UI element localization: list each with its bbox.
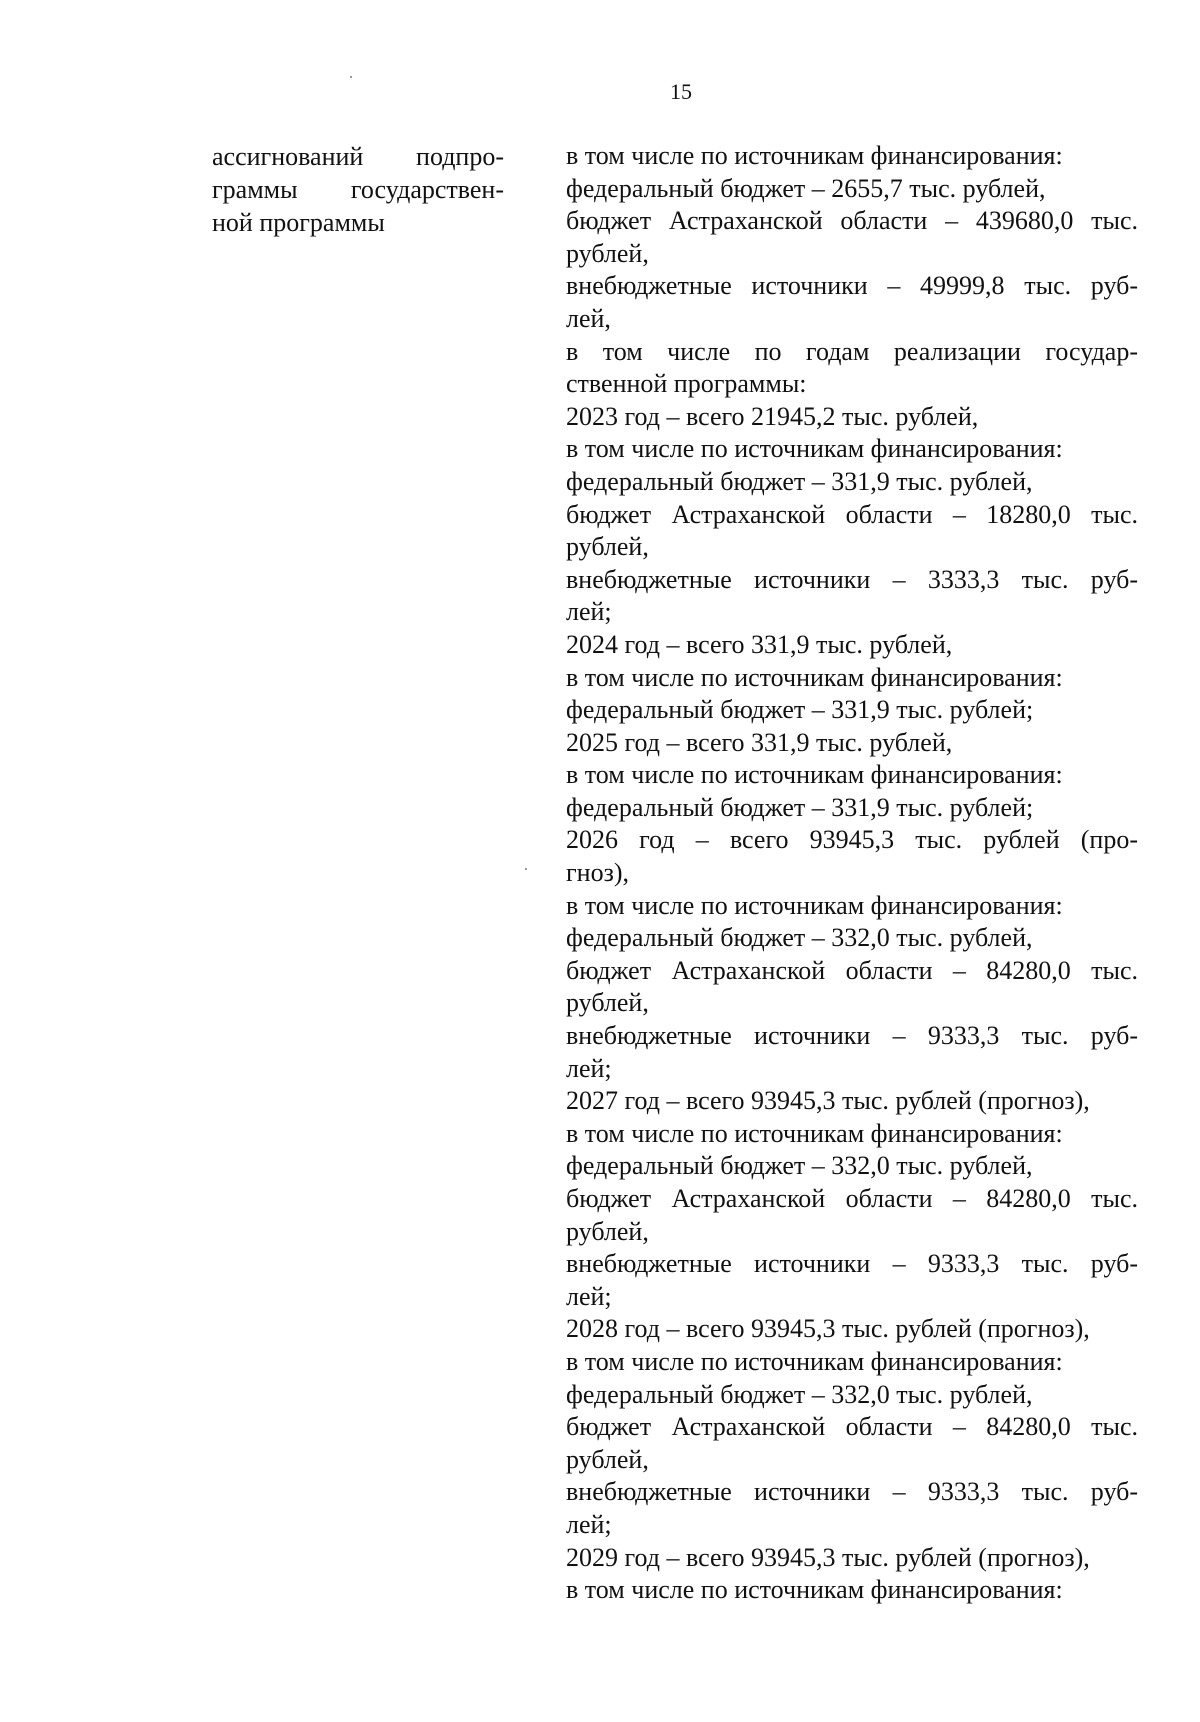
right-column-line: в том числе по источникам финансирования: [566, 662, 1063, 692]
left-column-line: граммы государствен- [212, 175, 504, 204]
right-column [566, 140, 1138, 1607]
right-column-line: в том числе по источникам финансирования: [566, 141, 1063, 170]
left-column-line: ассигнований подпро- [212, 142, 504, 171]
right-column-line: бюджет Астраханской области – 18280,0 тыс. [566, 499, 1138, 529]
right-column-line: 2027 год – всего 93945,3 тыс. рублей (прогноз), [566, 1086, 1090, 1116]
right-column-line: рублей, [566, 1444, 649, 1474]
right-column-line: бюджет Астраханской области – 84280,0 тыс. [566, 1412, 1138, 1442]
right-column-line: бюджет Астраханской области – 439680,0 тыс. [566, 206, 1138, 236]
right-column-line: федеральный бюджет – 332,0 тыс. рублей, [566, 1151, 1033, 1181]
right-column-line: федеральный бюджет – 2655,7 тыс. рублей, [566, 173, 1046, 203]
right-column-line: в том числе по источникам финансирования: [566, 1118, 1063, 1148]
right-column-line: 2023 год – всего 21945,2 тыс. рублей, [566, 401, 979, 431]
right-column-line: 2026 год – всего 93945,3 тыс. рублей (про- [566, 825, 1138, 855]
right-column-line: в том числе по источникам финансирования: [566, 890, 1063, 920]
right-column-line: внебюджетные источники – 49999,8 тыс. руб- [566, 271, 1138, 301]
right-column-line: бюджет Астраханской области – 84280,0 тыс. [566, 955, 1138, 985]
right-column-line: 2029 год – всего 93945,3 тыс. рублей (прогноз), [566, 1542, 1090, 1572]
right-column-line: рублей, [566, 532, 649, 562]
left-column-line: ной программы [212, 208, 385, 237]
right-column-line: лей; [566, 1053, 612, 1083]
scan-speck [350, 76, 352, 78]
right-column-line: внебюджетные источники – 9333,3 тыс. руб- [566, 1249, 1138, 1279]
right-column-line: лей; [566, 1281, 612, 1311]
page-number: 15 [670, 79, 692, 104]
right-column-line: федеральный бюджет – 331,9 тыс. рублей; [566, 792, 1034, 822]
right-column-line: в том числе по годам реализации государ- [566, 336, 1138, 366]
right-column-line: федеральный бюджет – 332,0 тыс. рублей, [566, 1379, 1033, 1409]
right-column-line: 2028 год – всего 93945,3 тыс. рублей (прогноз), [566, 1314, 1090, 1344]
scan-speck [525, 868, 527, 870]
right-column-line: внебюджетные источники – 9333,3 тыс. руб- [566, 1477, 1138, 1507]
right-column-line: рублей, [566, 1216, 649, 1246]
right-column-line: в том числе по источникам финансирования: [566, 1346, 1063, 1376]
right-column-line: федеральный бюджет – 331,9 тыс. рублей; [566, 695, 1034, 725]
right-column-line: 2025 год – всего 331,9 тыс. рублей, [566, 727, 953, 757]
right-column-line: гноз), [566, 858, 630, 888]
right-column-line: лей; [566, 597, 612, 627]
right-column-line: 2024 год – всего 331,9 тыс. рублей, [566, 629, 953, 659]
right-column-line: в том числе по источникам финансирования: [566, 434, 1063, 464]
right-column-line: в том числе по источникам финансирования: [566, 1575, 1063, 1605]
right-column-line: внебюджетные источники – 3333,3 тыс. руб- [566, 564, 1138, 594]
right-column-line: лей, [566, 303, 611, 333]
left-column [212, 140, 504, 239]
right-column-line: бюджет Астраханской области – 84280,0 тыс. [566, 1184, 1138, 1213]
right-column-line: ственной программы: [566, 369, 807, 399]
right-column-line: в том числе по источникам финансирования: [566, 760, 1063, 790]
right-column-line: федеральный бюджет – 331,9 тыс. рублей, [566, 466, 1033, 496]
right-column-line: федеральный бюджет – 332,0 тыс. рублей, [566, 923, 1033, 953]
right-column-line: внебюджетные источники – 9333,3 тыс. руб- [566, 1021, 1138, 1051]
right-column-line: рублей, [566, 238, 649, 268]
right-column-line: рублей, [566, 988, 649, 1018]
right-column-line: лей; [566, 1509, 612, 1539]
